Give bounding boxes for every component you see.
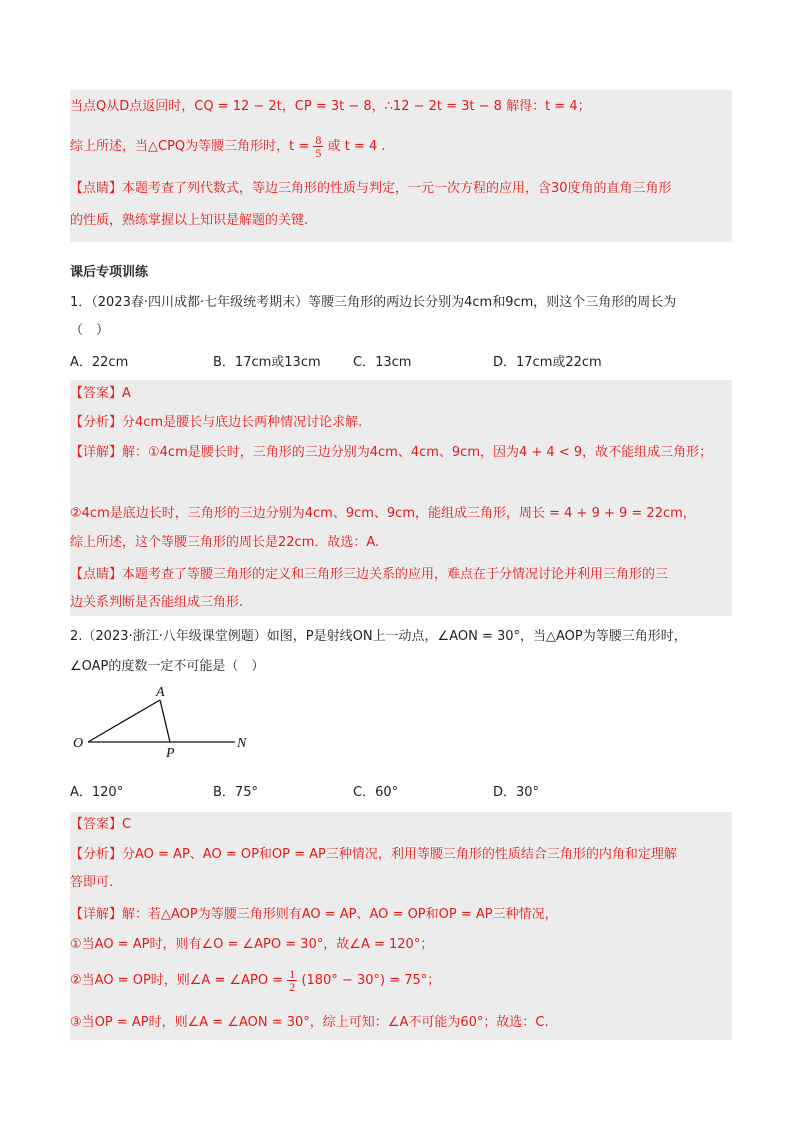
q1-comment-line-1: 【点睛】本题考查了等腰三角形的定义和三角形三边关系的应用，难点在于分情况讨论并利用三角形的三	[70, 567, 669, 582]
label-o: O	[73, 736, 84, 751]
geometry-figure	[70, 680, 270, 760]
label-n: N	[237, 736, 247, 751]
q2-answer: 【答案】C	[70, 817, 132, 832]
q2-stem-line-1: 2.（2023·浙江·八年级课堂例题）如图，P是射线ON上一动点，∠AON = 30°，当△AOP为等腰三角形时，	[70, 629, 687, 644]
q2-analysis-line-1: 【分析】分AO = AP、AO = OP和OP = AP三种情况，利用等腰三角形的性质结合三角形的内角和定理解	[70, 847, 677, 862]
q1-analysis: 【分析】分4cm是腰长与底边长两种情况讨论求解.	[70, 415, 363, 430]
q1-option-c: C．13cm	[353, 355, 412, 370]
segment-oa	[88, 700, 160, 742]
q2-stem-line-2: ∠OAP的度数一定不可能是（ ）	[70, 659, 265, 674]
q1-option-b: B．17cm或13cm	[213, 355, 321, 370]
q2-analysis-line-2: 答即可.	[70, 875, 114, 890]
q1-comment-line-2: 边关系判断是否能组成三角形.	[70, 595, 244, 610]
top-comment-line-1: 【点睛】本题考查了列代数式，等边三角形的性质与判定，一元一次方程的应用，含30度角的直角三角形	[70, 181, 672, 196]
q1-option-a: A．22cm	[70, 355, 129, 370]
label-p: P	[166, 746, 175, 760]
q1-detail-line-3: 综上所述，这个等腰三角形的周长是22cm．故选：A.	[70, 535, 380, 550]
q1-stem-line-2: （ ）	[70, 323, 110, 338]
q2-option-b: B．75°	[213, 785, 258, 800]
q1-detail-line-2: ②4cm是底边长时，三角形的三边分别为4cm、9cm、9cm，能组成三角形，周长 = 4 + 9 + 9 = 22cm，	[70, 506, 696, 521]
q1-option-d: D．17cm或22cm	[493, 355, 602, 370]
q1-answer: 【答案】A	[70, 386, 131, 401]
top-comment-line-2: 的性质，熟练掌握以上知识是解题的关键.	[70, 213, 309, 228]
q2-detail-line-4: ③当OP = AP时，则∠A = ∠AON = 30°，综上可知：∠A不可能为60°；故选：C.	[70, 1015, 549, 1030]
q2-option-c: C．60°	[353, 785, 399, 800]
q1-stem-line-1: 1．（2023春·四川成都·七年级统考期末）等腰三角形的两边长分别为4cm和9cm，则这个三角形的周长为	[70, 295, 677, 310]
segment-ap	[160, 700, 170, 742]
q2-detail-line-2: ①当AO = AP时，则有∠O = ∠APO = 30°，故∠A = 120°；	[70, 937, 434, 952]
top-line-2: 综上所述，当△CPQ为等腰三角形时，t = $\frac{8}{5}$ 或 t = 4 .	[70, 133, 386, 160]
q1-detail-line-1: 【详解】解：①4cm是腰长时，三角形的三边分别为4cm、4cm、9cm，因为4 + 4 < 9，故不能组成三角形；	[70, 445, 713, 460]
fraction: $\frac{1}{2}$	[289, 967, 296, 994]
top-line-1: 当点Q从D点返回时，CQ = 12 − 2t，CP = 3t − 8，∴12 − 2t = 3t − 8 解得：t = 4；	[70, 99, 591, 114]
q2-detail-line-3: ②当AO = OP时，则∠A = ∠APO = $\frac{1}{2}$ (180° − 30°) = 75°；	[70, 967, 441, 994]
q2-option-a: A．120°	[70, 785, 124, 800]
label-a: A	[156, 685, 165, 700]
section-title: 课后专项训练	[70, 265, 149, 280]
q2-detail-line-1: 【详解】解：若△AOP为等腰三角形则有AO = AP、AO = OP和OP = AP三种情况，	[70, 907, 558, 922]
q2-option-d: D．30°	[493, 785, 540, 800]
fraction: $\frac{8}{5}$	[315, 133, 322, 160]
